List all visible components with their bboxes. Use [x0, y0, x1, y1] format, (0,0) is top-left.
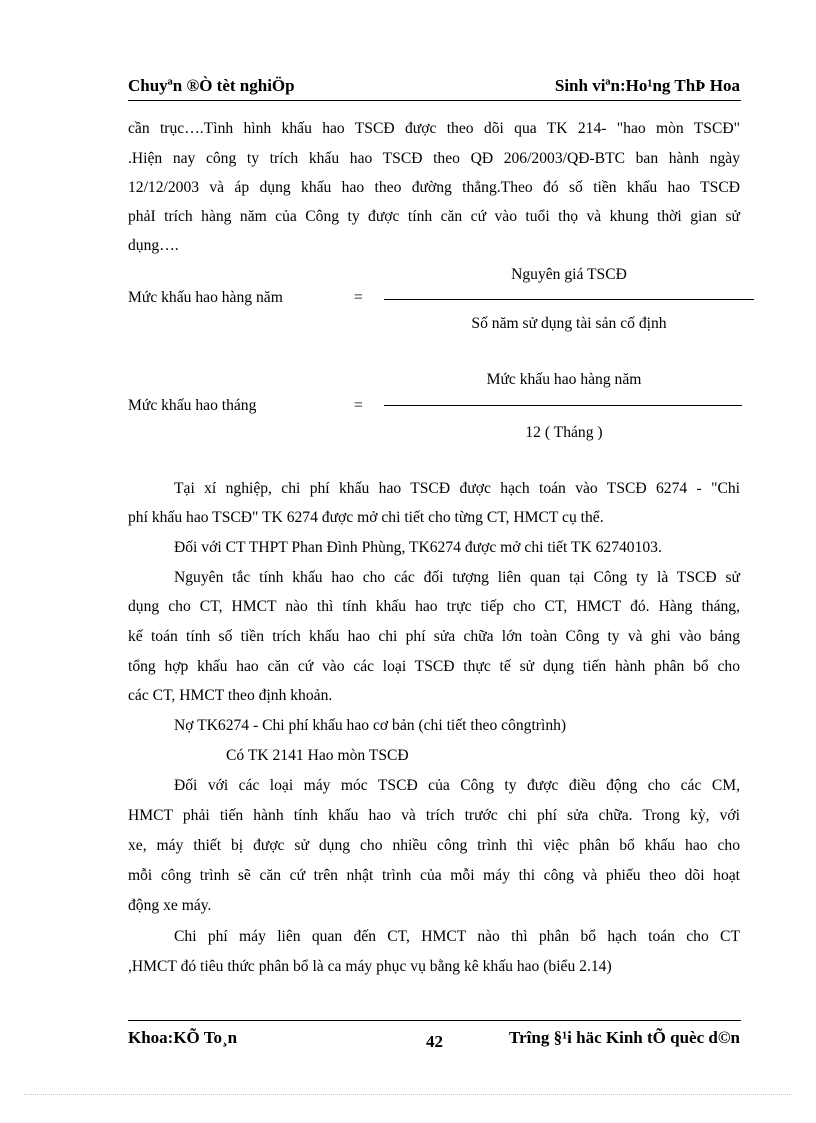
- paragraph-1-line-3: 12/12/2003 và áp dụng khấu hao theo đường thẳng.Theo đó số tiền khấu hao TSCĐ: [128, 179, 740, 196]
- formula-annual-label: Mức khấu hao hàng năm: [128, 289, 283, 306]
- footer-faculty: Khoa:KÕ To¸n: [128, 1028, 238, 1047]
- footer-university: Trîng §¹i häc Kinh tÕ quèc d©n: [509, 1028, 740, 1047]
- paragraph-4-line-5: các CT, HMCT theo định khoản.: [128, 687, 333, 704]
- header-author: Sinh viªn:Ho¹ng ThÞ Hoa: [554, 76, 740, 95]
- paragraph-4-line-1: Nguyên tắc tính khấu hao cho các đối tượng liên quan tại Công ty là TSCĐ sử: [174, 569, 740, 586]
- paragraph-1-line-1: cần trục….Tình hình khấu hao TSCĐ được theo dõi qua TK 214- "hao mòn TSCĐ": [128, 120, 740, 137]
- page-number: 42: [426, 1032, 443, 1051]
- formula-annual-denominator: Số năm sử dụng tài sản cố định: [471, 315, 667, 332]
- formula-monthly-label: Mức khấu hao tháng: [128, 397, 257, 414]
- paragraph-6-line-1: Chi phí máy liên quan đến CT, HMCT nào thì phân bổ hạch toán cho CT: [174, 928, 740, 945]
- paragraph-6-line-2: ,HMCT đó tiêu thức phân bổ là ca máy phục vụ bằng kê khấu hao (biểu 2.14): [128, 958, 612, 975]
- paragraph-5-line-2: HMCT phải tiến hành tính khấu hao và trích trước chi phí sửa chữa. Trong kỳ, với: [128, 807, 740, 824]
- paragraph-2-line-1: Tại xí nghiệp, chi phí khấu hao TSCĐ được hạch toán vào TSCĐ 6274 - "Chi: [174, 480, 740, 497]
- header-title: Chuyªn ®Ò tèt nghiÖp: [128, 76, 295, 95]
- entry-credit: Có TK 2141 Hao mòn TSCĐ: [226, 747, 409, 764]
- formula-monthly-numerator: Mức khấu hao hàng năm: [486, 371, 642, 388]
- paragraph-4-line-3: kế toán tính số tiền trích khấu hao chi phí sửa chữa lớn toàn Công ty và ghi vào bảng: [128, 628, 740, 645]
- paragraph-4-line-4: tổng hợp khấu hao căn cứ vào các loại TSCĐ thực tế sử dụng tiến hành phân bổ cho: [128, 658, 740, 675]
- page-footer: [128, 1028, 740, 1054]
- paragraph-4-line-2: dụng cho CT, HMCT nào thì tính khấu hao trực tiếp cho CT, HMCT đó. Hàng tháng,: [128, 598, 740, 615]
- formula-annual-fraction-bar: [384, 299, 754, 300]
- paragraph-1-line-4: phảI trích hàng năm của Công ty được tính căn cứ vào tuổi thọ và khung thời gian sử: [128, 208, 740, 225]
- paragraph-2-line-2: phí khấu hao TSCĐ" TK 6274 được mở chi tiết cho từng CT, HMCT cụ thể.: [128, 509, 604, 526]
- formula-monthly-denominator: 12 ( Tháng ): [525, 424, 603, 441]
- paragraph-5-line-4: mỗi công trình sẽ căn cứ trên nhật trình của mỗi máy thi công và phiếu theo dõi hoạt: [128, 867, 740, 884]
- page-header: [128, 76, 740, 100]
- footer-rule: [128, 1020, 741, 1021]
- paragraph-5-line-1: Đối với các loại máy móc TSCĐ của Công ty được điều động cho các CM,: [174, 777, 740, 794]
- paragraph-3: Đối với CT THPT Phan Đình Phùng, TK6274 được mở chi tiết TK 62740103.: [174, 539, 662, 556]
- paragraph-1-line-5: dụng….: [128, 237, 179, 254]
- entry-debit: Nợ TK6274 - Chi phí khấu hao cơ bản (chi tiết theo côngtrình): [174, 717, 567, 734]
- header-rule: [128, 100, 741, 101]
- formula-monthly-fraction-bar: [384, 405, 742, 406]
- paragraph-5-line-5: động xe máy.: [128, 897, 212, 914]
- paragraph-1-line-2: .Hiện nay công ty trích khấu hao TSCĐ theo QĐ 206/2003/QĐ-BTC ban hành ngày: [128, 150, 740, 167]
- formula-annual-equals: =: [354, 289, 363, 306]
- formula-monthly-equals: =: [354, 397, 363, 414]
- page-bottom-border: [24, 1094, 792, 1095]
- formula-annual-numerator: Nguyên giá TSCĐ: [511, 266, 627, 283]
- paragraph-5-line-3: xe, máy thiết bị được sử dụng cho nhiều công trình thì việc phân bổ khấu hao cho: [128, 837, 740, 854]
